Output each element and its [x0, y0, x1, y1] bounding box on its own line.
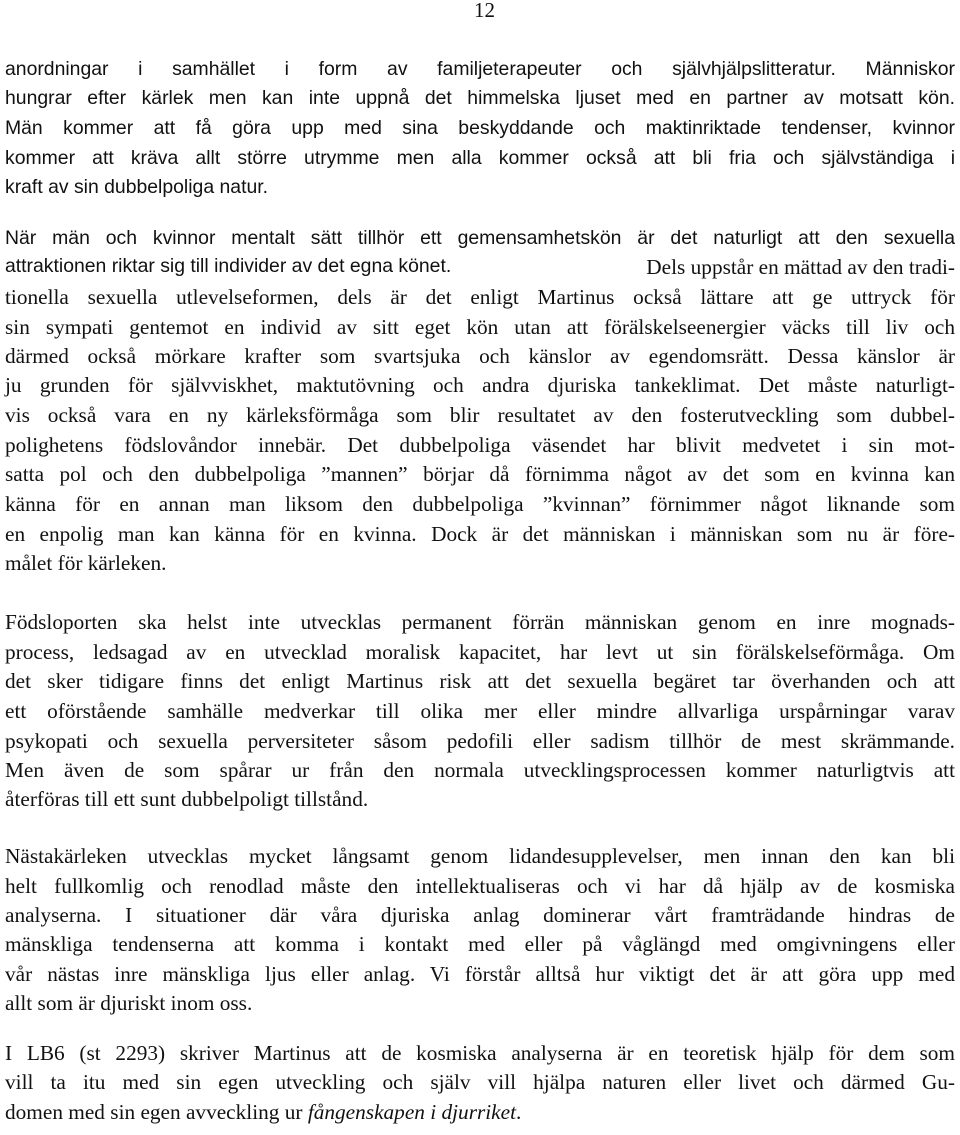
text-line: helt fullkomlig och renodlad måste den intellektualiseras och vi har då hjälp av de kosmiska [5, 874, 955, 898]
text-line: sin sympati gentemot en individ av sitt eget kön utan att förälskelseenergier väcks till liv och [5, 315, 955, 339]
text-line: ju grunden för självviskhet, maktutövning och andra djuriska tankeklimat. Det måste naturligt- [5, 373, 955, 397]
mixed-line [5, 257, 955, 278]
text-line: vår nästas inre mänskliga ljus eller anlag. Vi förstår alltså hur viktigt det är att göra upp med [5, 962, 955, 986]
text-span: . [516, 1100, 522, 1124]
text-line [5, 1102, 521, 1123]
text-line: en enpolig man kan känna för en kvinna. Dock är det människan i människan som nu är före- [5, 522, 955, 546]
text-line: Nästakärleken utvecklas mycket långsamt genom lidandesupplevelser, men innan den kan bli [5, 844, 955, 868]
text-line: ett oförstående samhälle medverkar till olika mer eller mindre allvarliga urspårningar varav [5, 699, 955, 723]
text-line: I LB6 (st 2293) skriver Martinus att de kosmiska analyserna är en teoretisk hjälp för dem som [5, 1041, 955, 1065]
text-line: det sker tidigare finns det enligt Martinus risk att det sexuella begäret tar överhanden och att [5, 669, 955, 693]
text-line: kraft av sin dubbelpoliga natur. [5, 176, 269, 198]
text-line: Men även de som spårar ur från den normala utvecklingsprocessen kommer naturligtvis att [5, 758, 955, 782]
italic-title: fångenskapen i djurriket [307, 1100, 517, 1124]
text-line: därmed också mörkare krafter som svartsjuka och känslor av egendomsrätt. Dessa känslor är [5, 344, 955, 368]
text-line: kommer att kräva allt större utrymme men alla kommer också att bli fria och självständiga i [5, 147, 955, 169]
text-line: Födsloporten ska helst inte utvecklas permanent förrän människan genom en inre mognads- [5, 610, 955, 634]
text-line: vill ta itu med sin egen utveckling och själv vill hjälpa naturen eller livet och därmed Gu- [5, 1070, 955, 1094]
text-line: känna för en annan man liksom den dubbelpoliga ”kvinnan” förnimmer något liknande som [5, 492, 955, 516]
text-line: psykopati och sexuella perversiteter såsom pedofili eller sadism tillhör de mest skrämmande. [5, 729, 955, 753]
text-line: polighetens födslovåndor innebär. Det dubbelpoliga väsendet har blivit medvetet i sin mot- [5, 433, 955, 457]
text-line: analyserna. I situationer där våra djuriska anlag dominerar vårt framträdande hindras de [5, 903, 955, 927]
text-line: återföras till ett sunt dubbelpoligt tillstånd. [5, 787, 369, 811]
page-number: 12 [474, 0, 495, 22]
text-line: tionella sexuella utlevelseformen, dels är det enligt Martinus också lättare att ge uttryck för [5, 285, 955, 309]
text-line: anordningar i samhället i form av familjeterapeuter och självhjälpslitteratur. Människor [5, 58, 955, 80]
text-line: process, ledsagad av en utvecklad moralisk kapacitet, har levt ut sin förälskelseförmåga. Om [5, 640, 955, 664]
text-line: hungrar efter kärlek men kan inte uppnå det himmelska ljuset med en partner av motsatt kön. [5, 87, 955, 109]
text-line: När män och kvinnor mentalt sätt tillhör ett gemensamhetskön är det naturligt att den sexuella [5, 227, 955, 249]
text-line: vis också vara en ny kärleksförmåga som blir resultatet av den fosterutveckling som dubbel- [5, 403, 955, 427]
text-line: målet för kärleken. [5, 551, 167, 575]
text-span: attraktionen riktar sig till individer av det egna könet. [5, 255, 452, 277]
text-line: allt som är djuriskt inom oss. [5, 991, 253, 1015]
text-line: Män kommer att få göra upp med sina beskyddande och maktinriktade tendenser, kvinnor [5, 117, 955, 139]
text-span: domen med sin egen avveckling ur [5, 1100, 308, 1124]
text-span: Dels uppstår en mättad av den tradi- [640, 255, 955, 279]
text-line: satta pol och den dubbelpoliga ”mannen” börjar då förnimma något av det som en kvinna kan [5, 462, 955, 486]
text-line: mänskliga tendenserna att komma i kontakt med eller på våglängd med omgivningens eller [5, 932, 955, 956]
